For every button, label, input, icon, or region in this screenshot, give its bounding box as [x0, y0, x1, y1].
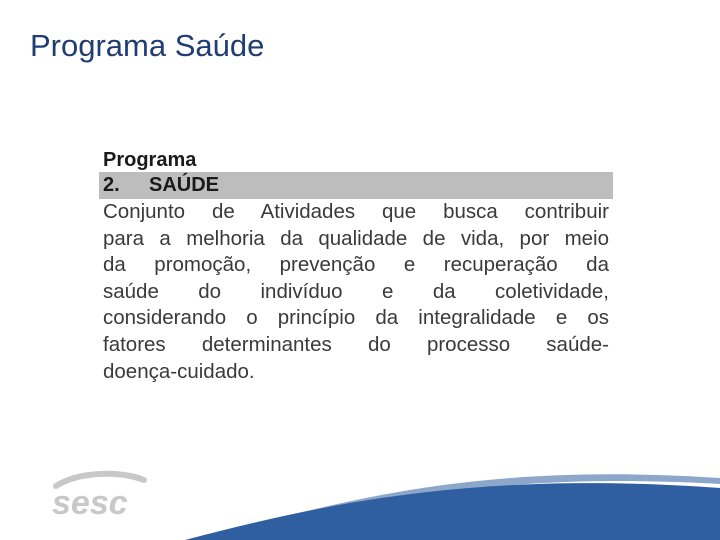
- body-line: saúde do indivíduo e da coletividade,: [103, 279, 609, 303]
- section-heading-bar: [99, 172, 613, 199]
- sesc-logo: [48, 470, 148, 520]
- body-line: doença-cuidado.: [103, 359, 255, 383]
- body-line: para a melhoria da qualidade de vida, por meio: [103, 226, 609, 250]
- body-line: fatores determinantes do processo saúde-: [103, 332, 609, 356]
- section-number: 2.: [103, 174, 120, 196]
- body-line: da promoção, prevenção e recuperação da: [103, 253, 609, 277]
- section-title: SAÚDE: [149, 174, 220, 196]
- document-excerpt: [99, 148, 613, 385]
- body-line: Conjunto de Atividades que busca contribuir: [103, 200, 609, 223]
- document-heading: Programa: [103, 149, 197, 171]
- swoosh-band: [185, 483, 720, 540]
- sesc-logo-mark: [48, 470, 148, 520]
- svg-text:sesc: sesc: [52, 484, 128, 520]
- slide-title: Programa Saúde: [30, 28, 265, 63]
- body-line: considerando o princípio da integralidade e os: [103, 306, 609, 330]
- swoosh-highlight: [200, 474, 720, 540]
- document-body: [99, 199, 613, 385]
